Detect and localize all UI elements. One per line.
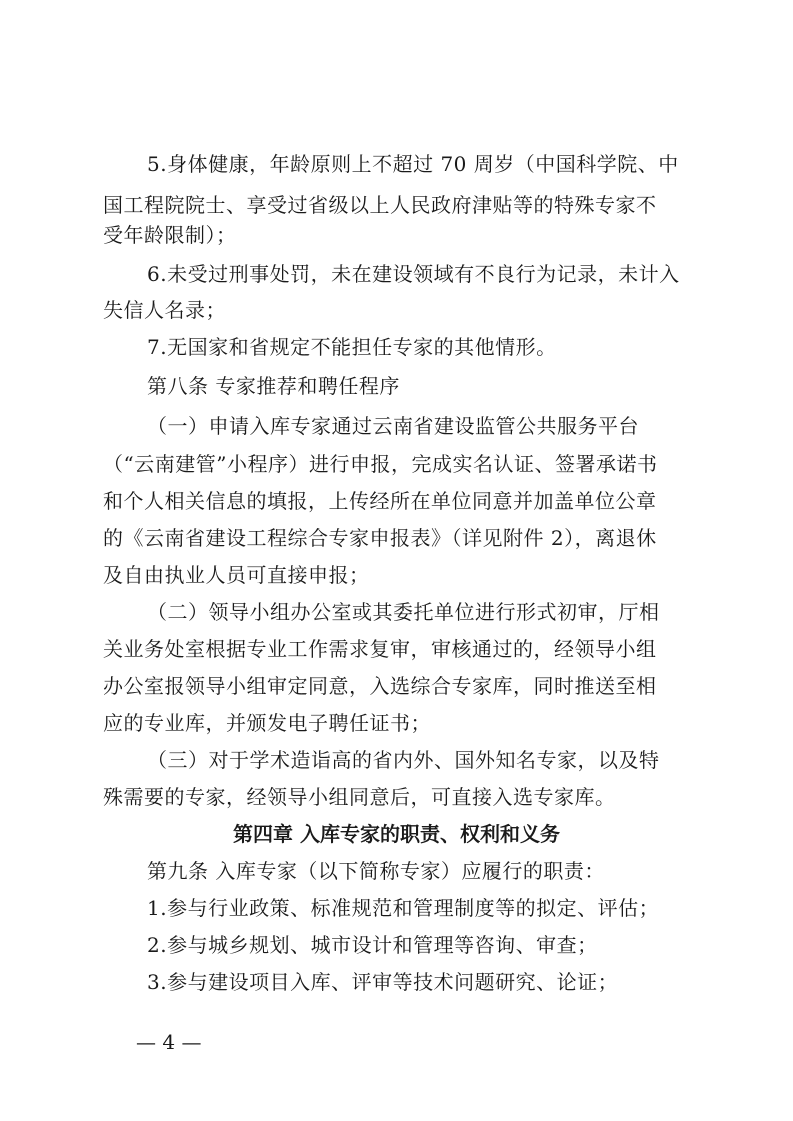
paragraph-line: （“云南建管”小程序）进行申报，完成实名认证、签署承诺书 [103,452,658,476]
paragraph-line: 应的专业库，并颁发电子聘任证书； [103,711,431,735]
page-number: — 4 — [136,1030,202,1054]
paragraph-line: 3.参与建设项目入库、评审等技术问题研究、论证； [147,970,619,994]
article-title: 第九条 入库专家（以下简称专家）应履行的职责： [147,859,605,883]
paragraph-line: （三）对于学术造诣高的省内外、国外知名专家，以及特 [147,748,660,772]
paragraph-line: 1.参与行业政策、标准规范和管理制度等的拟定、评估； [147,896,660,920]
article-title: 第八条 专家推荐和聘任程序 [147,374,400,398]
paragraph-line: 国工程院院士、享受过省级以上人民政府津贴等的特殊专家不 [103,193,657,217]
paragraph-line: 和个人相关信息的填报，上传经所在单位同意并加盖单位公章 [103,489,657,513]
paragraph-line: 5.身体健康，年龄原则上不超过 70 周岁（中国科学院、中 [147,152,679,176]
chapter-heading: 第四章 入库专家的职责、权利和义务 [233,822,560,846]
paragraph-line: （二）领导小组办公室或其委托单位进行形式初审，厅相 [147,600,660,624]
paragraph-line: 办公室报领导小组审定同意，入选综合专家库，同时推送至相 [103,674,657,698]
paragraph-line: 7.无国家和省规定不能担任专家的其他情形。 [147,335,557,359]
paragraph-line: 及自由执业人员可直接申报； [103,563,370,587]
paragraph-line: 殊需要的专家，经领导小组同意后，可直接入选专家库。 [103,785,616,809]
paragraph-line: （一）申请入库专家通过云南省建设监管公共服务平台 [147,414,639,438]
paragraph-line: 的《云南省建设工程综合专家申报表》（详见附件 2），离退休 [103,526,657,550]
paragraph-line: 6.未受过刑事处罚，未在建设领域有不良行为记录，未计入 [147,262,680,286]
paragraph-line: 关业务处室根据专业工作需求复审，审核通过的，经领导小组 [103,637,657,661]
paragraph-line: 失信人名录； [103,298,226,322]
paragraph-line: 受年龄限制）； [103,223,237,247]
paragraph-line: 2.参与城乡规划、城市设计和管理等咨询、审查； [147,933,598,957]
